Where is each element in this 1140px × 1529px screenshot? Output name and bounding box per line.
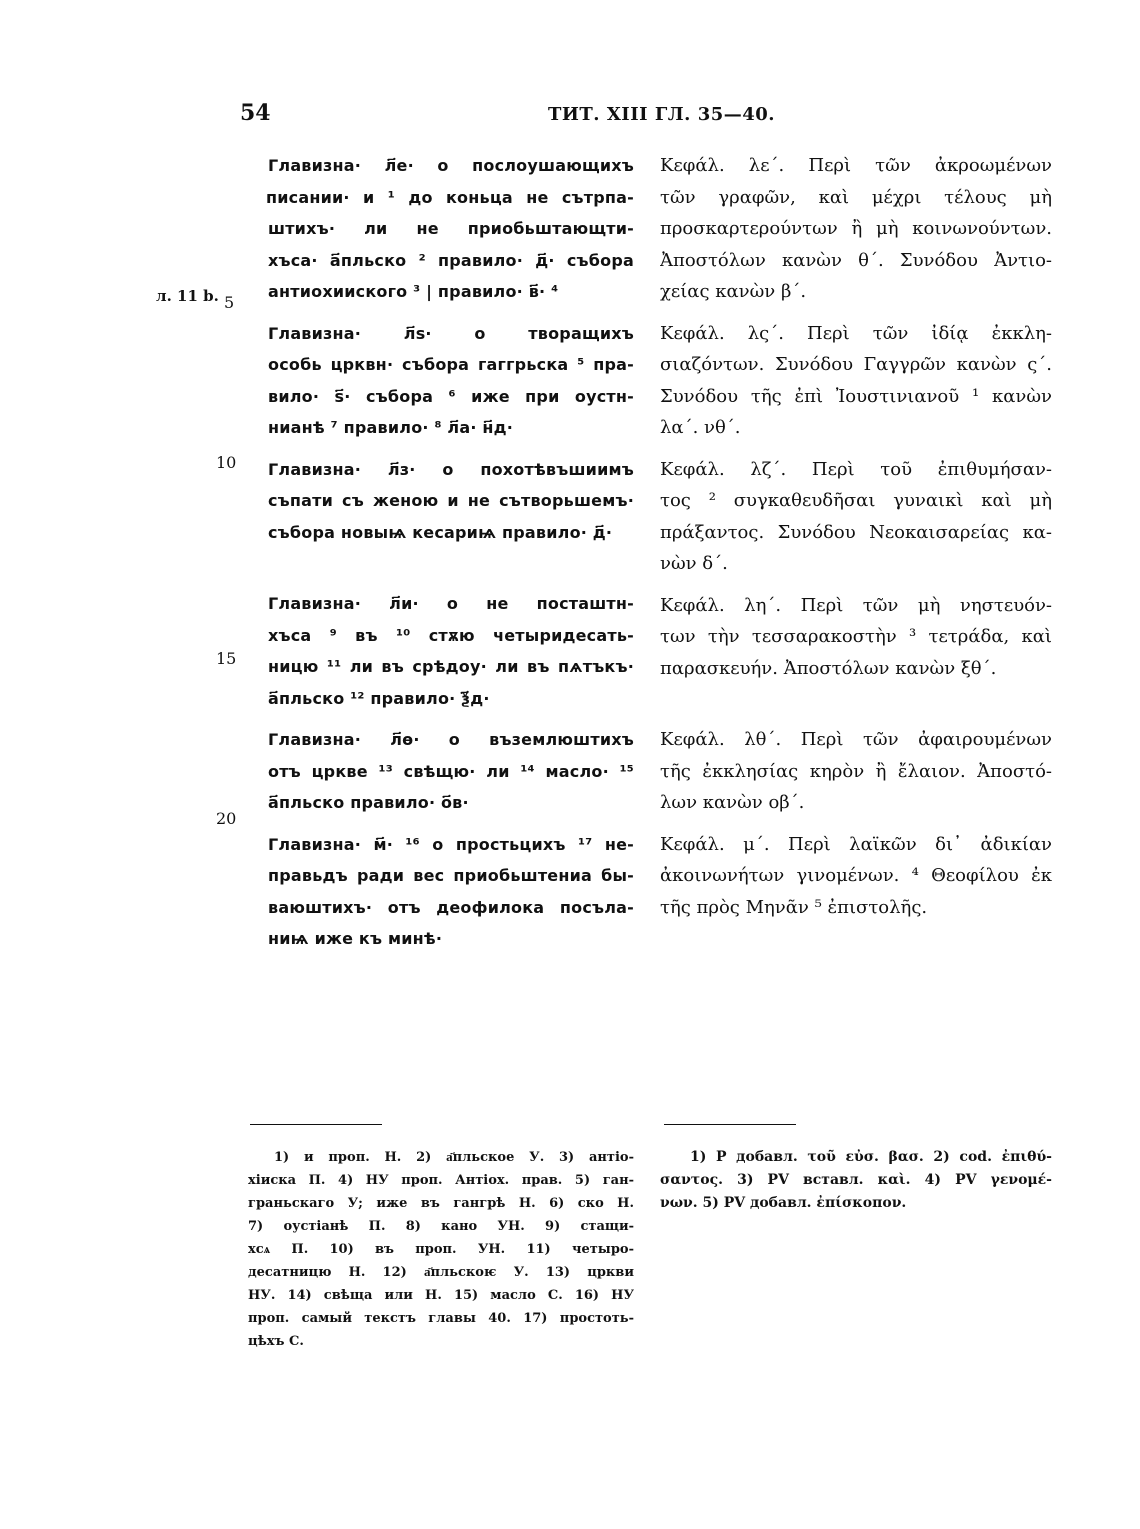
footnote-line: граньскаго У; иже въ гангрѣ Н. 6) ско Н. bbox=[248, 1196, 634, 1211]
slavonic-column bbox=[268, 150, 634, 965]
text-line: събора новыѩ кесариѩ правило· д҃· bbox=[268, 522, 613, 542]
chapter-35-slavonic bbox=[268, 150, 634, 308]
chapter-36-slavonic bbox=[268, 318, 634, 444]
text-line: Главизна· л҃з· о похотѣвъшиимъ bbox=[268, 459, 634, 479]
text-line: хъса ⁹ въ ¹⁰ стѫю четыридесать- bbox=[268, 625, 634, 645]
text-line: τῆς ἐκκλησίας κηρὸν ἢ ἔλαιον. Ἀποστό- bbox=[660, 760, 1052, 782]
text-line: τῶν γραφῶν, καὶ μέχρι τέλους μὴ bbox=[660, 186, 1052, 208]
text-line: Κεφάλ. λθ΄. Περὶ τῶν ἀφαιρουμένων bbox=[660, 729, 1052, 750]
chapter-39-slavonic bbox=[268, 724, 634, 819]
text-line: παρασκευήν. Ἀποστόλων κανὼν ξθ΄. bbox=[660, 657, 997, 679]
text-line: Главизна· л҃ѳ· о въземлюштихъ bbox=[268, 730, 634, 749]
text-line: Главизна· л҃ѕ· о творащихъ bbox=[268, 323, 634, 343]
text-line: σιαζόντων. Συνόδου Γαγγρῶν κανὼν ς΄. bbox=[660, 354, 1052, 375]
chapter-35-greek bbox=[660, 150, 1052, 308]
chapter-40-greek bbox=[660, 829, 1052, 924]
text-line: хъса· а҃пльско ² правило· д҃· събора bbox=[268, 250, 634, 270]
footnote-line: 1) и проп. Н. 2) а҃пльское У. 3) антiо- bbox=[274, 1150, 634, 1165]
footnote-line: проп. самый текстъ главы 40. 17) простоть- bbox=[248, 1311, 634, 1326]
text-line: Главизна· л҃и· о не посташтн- bbox=[268, 594, 634, 613]
text-line: съпати съ женою и не сътворьшемъ· bbox=[268, 491, 634, 510]
running-head: ТИТ. XIII ГЛ. 35—40. bbox=[548, 104, 776, 125]
text-line: антиохииского ³ | правило· в҃· ⁴ bbox=[268, 282, 559, 301]
text-line: ваюштихъ· отъ деофилока посъла- bbox=[268, 897, 634, 917]
chapter-38-slavonic bbox=[268, 588, 634, 714]
footnote-line: хiиска П. 4) НУ проп. Антiох. прав. 5) ган- bbox=[248, 1173, 634, 1188]
chapter-39-greek bbox=[660, 724, 1052, 819]
text-line: Главизна· м҃· ¹⁶ о простьцихъ ¹⁷ не- bbox=[268, 834, 634, 854]
chapter-37-greek bbox=[660, 454, 1052, 580]
text-line: προσκαρτερούντων ἢ μὴ κοινωνούντων. bbox=[660, 218, 1052, 239]
text-line: τῆς πρὸς Μηνᾶν ⁵ ἐπιστολῆς. bbox=[660, 896, 928, 918]
text-line: а҃пльско правило· о҃в· bbox=[268, 793, 469, 812]
text-line: нианѣ ⁷ правило· ⁸ л҃а· н҃д· bbox=[268, 418, 514, 437]
margin-folio-note: л. 11 b. bbox=[156, 287, 219, 305]
chapter-36-greek bbox=[660, 318, 1052, 444]
text-line: Κεφάλ. λε΄. Περὶ τῶν ἀκροωμένων bbox=[660, 155, 1052, 176]
footnotes-greek bbox=[660, 1146, 1052, 1215]
footnote-line: σαντος. 3) РV вставл. καὶ. 4) РV γενομέ- bbox=[660, 1172, 1052, 1188]
text-line: Главизна· л҃е· о послоушающихъ bbox=[268, 156, 634, 175]
chapter-38-greek bbox=[660, 590, 1052, 685]
text-line: правьдъ ради вес приобьштениа бы- bbox=[268, 866, 634, 885]
text-line: ниѩ иже къ минѣ· bbox=[268, 929, 443, 948]
text-line: των τὴν τεσσαρακοστὴν ³ τετράδα, καὶ bbox=[660, 626, 1052, 647]
text-line: Κεφάλ. μ΄. Περὶ λαϊκῶν δι᾿ ἀδικίαν bbox=[660, 833, 1052, 855]
text-line: особь црквн· събора гаггрьска ⁵ пра- bbox=[268, 355, 634, 374]
text-line: λα΄. νθ΄. bbox=[660, 417, 741, 438]
text-line: πράξαντος. Συνόδου Νεοκαισαρείας κα- bbox=[660, 521, 1052, 543]
text-line: вило· ѕ҃· събора ⁶ иже при оустн- bbox=[268, 386, 634, 406]
footnote-line: НУ. 14) свѣща или Н. 15) масло С. 16) НУ bbox=[248, 1288, 634, 1303]
text-line: Κεφάλ. λζ΄. Περὶ τοῦ ἐπιθυμήσαν- bbox=[660, 458, 1052, 480]
chapter-40-slavonic bbox=[268, 829, 634, 955]
text-line: Συνόδου τῆς ἐπὶ Ἰουστινιανοῦ ¹ κανὼν bbox=[660, 385, 1052, 407]
text-line: штихъ· ли не приобьштающти- bbox=[268, 219, 634, 238]
footnotes-slavonic bbox=[248, 1146, 634, 1353]
text-line: ἀκοινωνήτων γινομένων. ⁴ Θεοφίλου ἐκ bbox=[660, 865, 1052, 886]
text-line: отъ црквe ¹³ свѣщю· ли ¹⁴ масло· ¹⁵ bbox=[268, 761, 634, 781]
text-line: ницю ¹¹ ли въ срѣдоу· ли въ пѧтъкъ· bbox=[268, 657, 634, 676]
footnote-rule-left bbox=[250, 1124, 382, 1125]
text-line: νὼν δ΄. bbox=[660, 553, 728, 574]
text-line: τος ² συγκαθευδῆσαι γυναικὶ καὶ μὴ bbox=[660, 490, 1052, 511]
footnote-line: хсѧ П. 10) въ проп. УН. 11) четыро- bbox=[248, 1242, 634, 1257]
footnote-rule-right bbox=[664, 1124, 796, 1125]
footnote-line: десатницю Н. 12) а҃пльскоѥ У. 13) цркви bbox=[248, 1265, 634, 1280]
text-line: Ἀποστόλων κανὼν θ΄. Συνόδου Ἀντιο- bbox=[660, 249, 1052, 271]
text-line: писании· и ¹ до коньца не сътрпа- bbox=[266, 187, 634, 207]
footnote-line: цѣхъ С. bbox=[248, 1334, 304, 1349]
line-number: 10 bbox=[216, 453, 237, 472]
text-line: λων κανὼν οβ΄. bbox=[660, 792, 805, 813]
text-line: Κεφάλ. λη΄. Περὶ τῶν μὴ νηστευόν- bbox=[660, 594, 1052, 616]
chapter-37-slavonic bbox=[268, 454, 634, 549]
footnote-line: 1) Р добавл. τοῦ εὐσ. βασ. 2) cod. ἐπιθύ- bbox=[690, 1149, 1052, 1165]
text-line: Κεφάλ. λς΄. Περὶ τῶν ἰδίᾳ ἐκκλη- bbox=[660, 322, 1052, 344]
text-line: χείας κανὼν β΄. bbox=[660, 281, 807, 302]
greek-column bbox=[660, 150, 1052, 933]
footnote-line: 7) оустiанѣ П. 8) кано УН. 9) стащи- bbox=[248, 1219, 634, 1234]
text-line: а҃пльско ¹² правило· ѯ҃д· bbox=[268, 688, 490, 708]
line-number: 20 bbox=[216, 809, 237, 828]
line-number: 5 bbox=[224, 293, 235, 312]
line-number: 15 bbox=[216, 649, 237, 668]
page-number: 54 bbox=[240, 100, 271, 126]
footnote-line: νων. 5) РV добавл. ἐπίσκοπον. bbox=[660, 1195, 907, 1211]
